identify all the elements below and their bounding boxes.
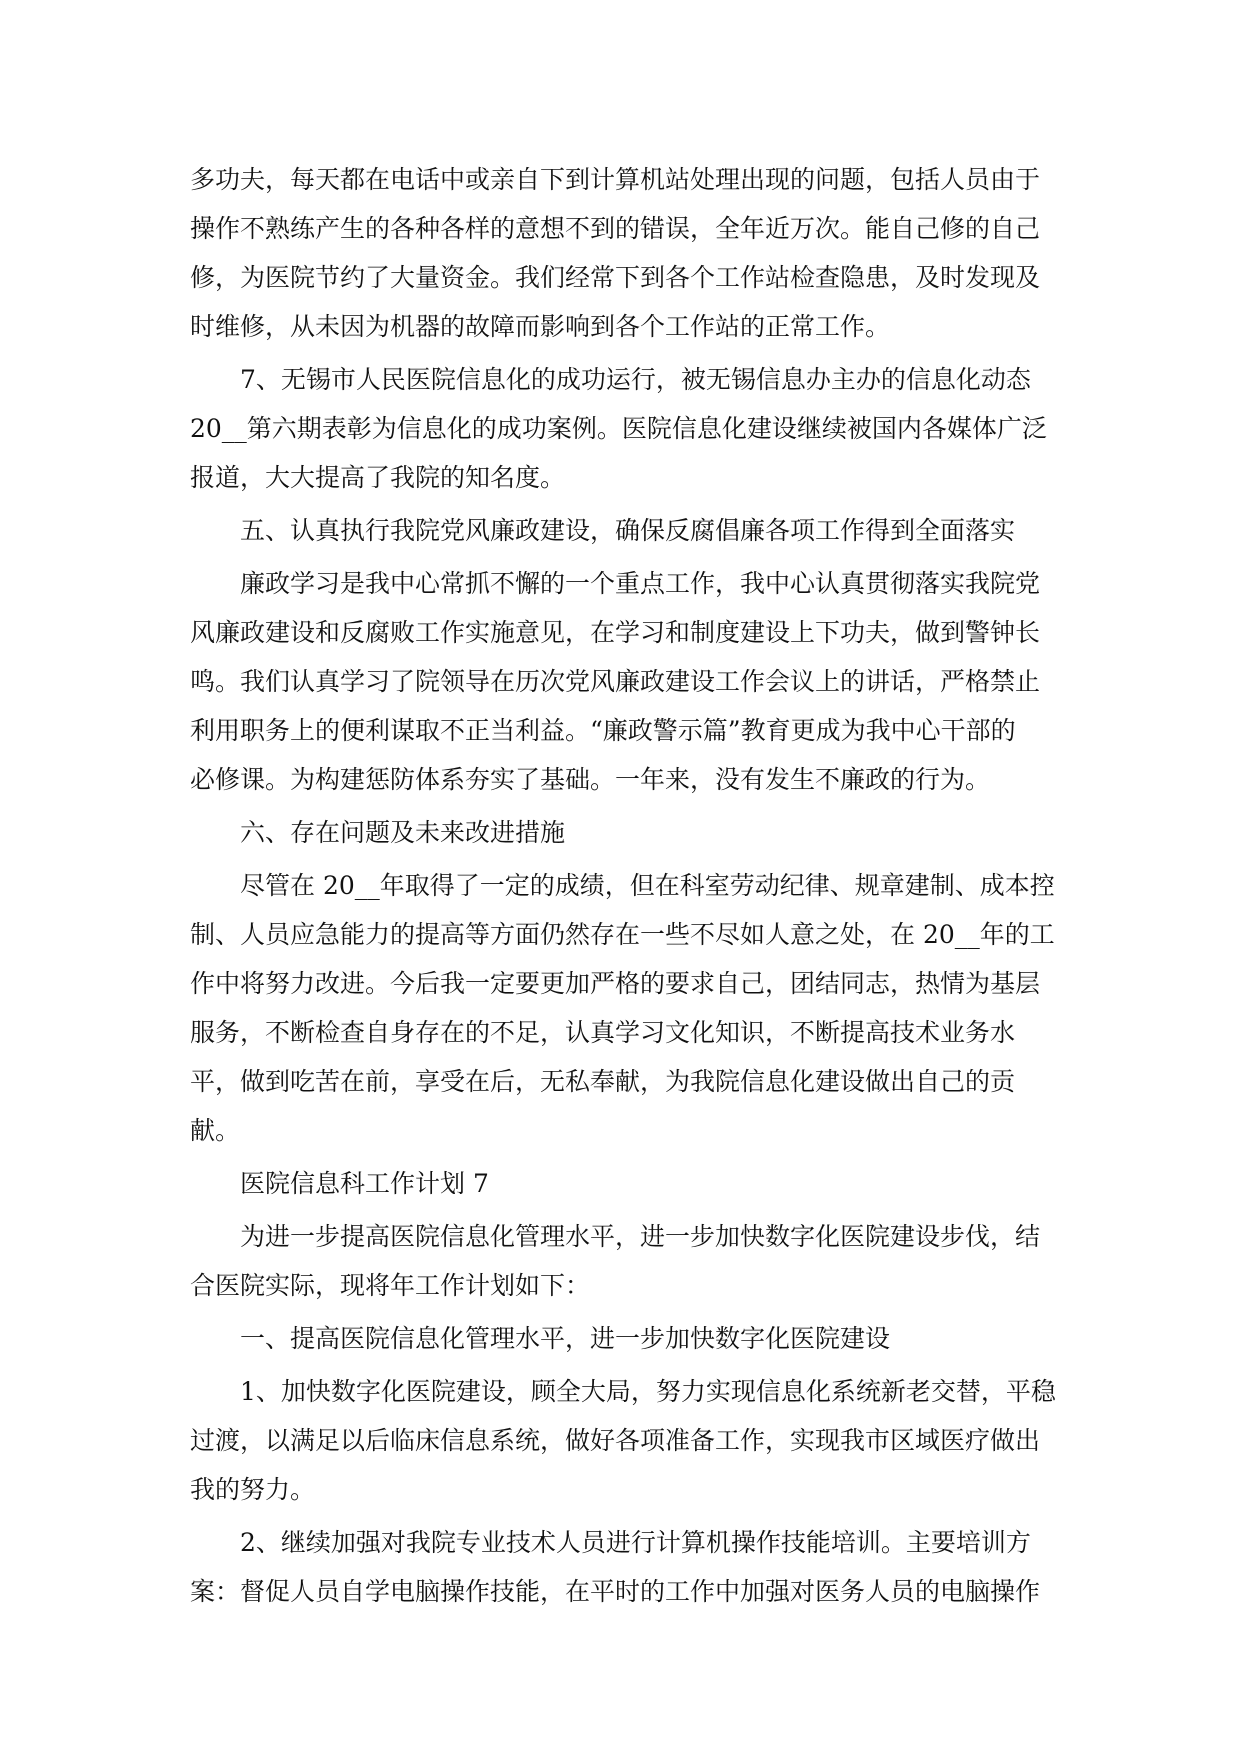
section-heading: 一、提高医院信息化管理水平，进一步加快数字化医院建设	[190, 1324, 891, 1353]
text-line: 为进一步提高医院信息化管理水平，进一步加快数字化医院建设步伐，结	[190, 1222, 1041, 1251]
section-heading: 五、认真执行我院党风廉政建设，确保反腐倡廉各项工作得到全面落实	[190, 516, 1016, 545]
text-line: 时维修，从未因为机器的故障而影响到各个工作站的正常工作。	[190, 312, 891, 341]
text-line: 廉政学习是我中心常抓不懈的一个重点工作，我中心认真贯彻落实我院党	[190, 569, 1041, 598]
text-line: 利用职务上的便利谋取不正当利益。“廉政警示篇”教育更成为我中心干部的	[190, 716, 1016, 745]
text-line: 操作不熟练产生的各种各样的意想不到的错误，全年近万次。能自己修的自己	[190, 214, 1041, 243]
text-line: 7、无锡市人民医院信息化的成功运行，被无锡信息办主办的信息化动态	[190, 365, 1031, 394]
text-line: 制、人员应急能力的提高等方面仍然存在一些不尽如人意之处，在 20__年的工	[190, 920, 1055, 949]
text-line: 平，做到吃苦在前，享受在后，无私奉献，为我院信息化建设做出自己的贡	[190, 1067, 1016, 1096]
text-line: 20__第六期表彰为信息化的成功案例。医院信息化建设继续被国内各媒体广泛	[190, 414, 1047, 443]
text-line: 报道，大大提高了我院的知名度。	[190, 463, 566, 492]
text-line: 我的努力。	[190, 1475, 316, 1504]
text-line: 修，为医院节约了大量资金。我们经常下到各个工作站检查隐患，及时发现及	[190, 263, 1041, 292]
text-line: 风廉政建设和反腐败工作实施意见，在学习和制度建设上下功夫，做到警钟长	[190, 618, 1041, 647]
text-line: 献。	[190, 1116, 241, 1145]
text-line: 案：督促人员自学电脑操作技能，在平时的工作中加强对医务人员的电脑操作	[190, 1577, 1041, 1606]
text-line: 2、继续加强对我院专业技术人员进行计算机操作技能培训。主要培训方	[190, 1528, 1031, 1557]
text-line: 多功夫，每天都在电话中或亲自下到计算机站处理出现的问题，包括人员由于	[190, 165, 1041, 194]
text-line: 尽管在 20__年取得了一定的成绩，但在科室劳动纪律、规章建制、成本控	[190, 871, 1055, 900]
text-line: 必修课。为构建惩防体系夯实了基础。一年来，没有发生不廉政的行为。	[190, 765, 991, 794]
section-heading: 医院信息科工作计划 7	[190, 1169, 489, 1198]
text-line: 合医院实际，现将年工作计划如下：	[190, 1271, 591, 1300]
section-heading: 六、存在问题及未来改进措施	[190, 818, 566, 847]
text-line: 作中将努力改进。今后我一定要更加严格的要求自己，团结同志，热情为基层	[190, 969, 1041, 998]
document-body	[190, 155, 1056, 1616]
text-line: 鸣。我们认真学习了院领导在历次党风廉政建设工作会议上的讲话，严格禁止	[190, 667, 1041, 696]
text-line: 过渡，以满足以后临床信息系统，做好各项准备工作，实现我市区域医疗做出	[190, 1426, 1041, 1455]
text-line: 1、加快数字化医院建设，顾全大局，努力实现信息化系统新老交替，平稳	[190, 1377, 1056, 1406]
text-line: 服务，不断检查自身存在的不足，认真学习文化知识，不断提高技术业务水	[190, 1018, 1016, 1047]
